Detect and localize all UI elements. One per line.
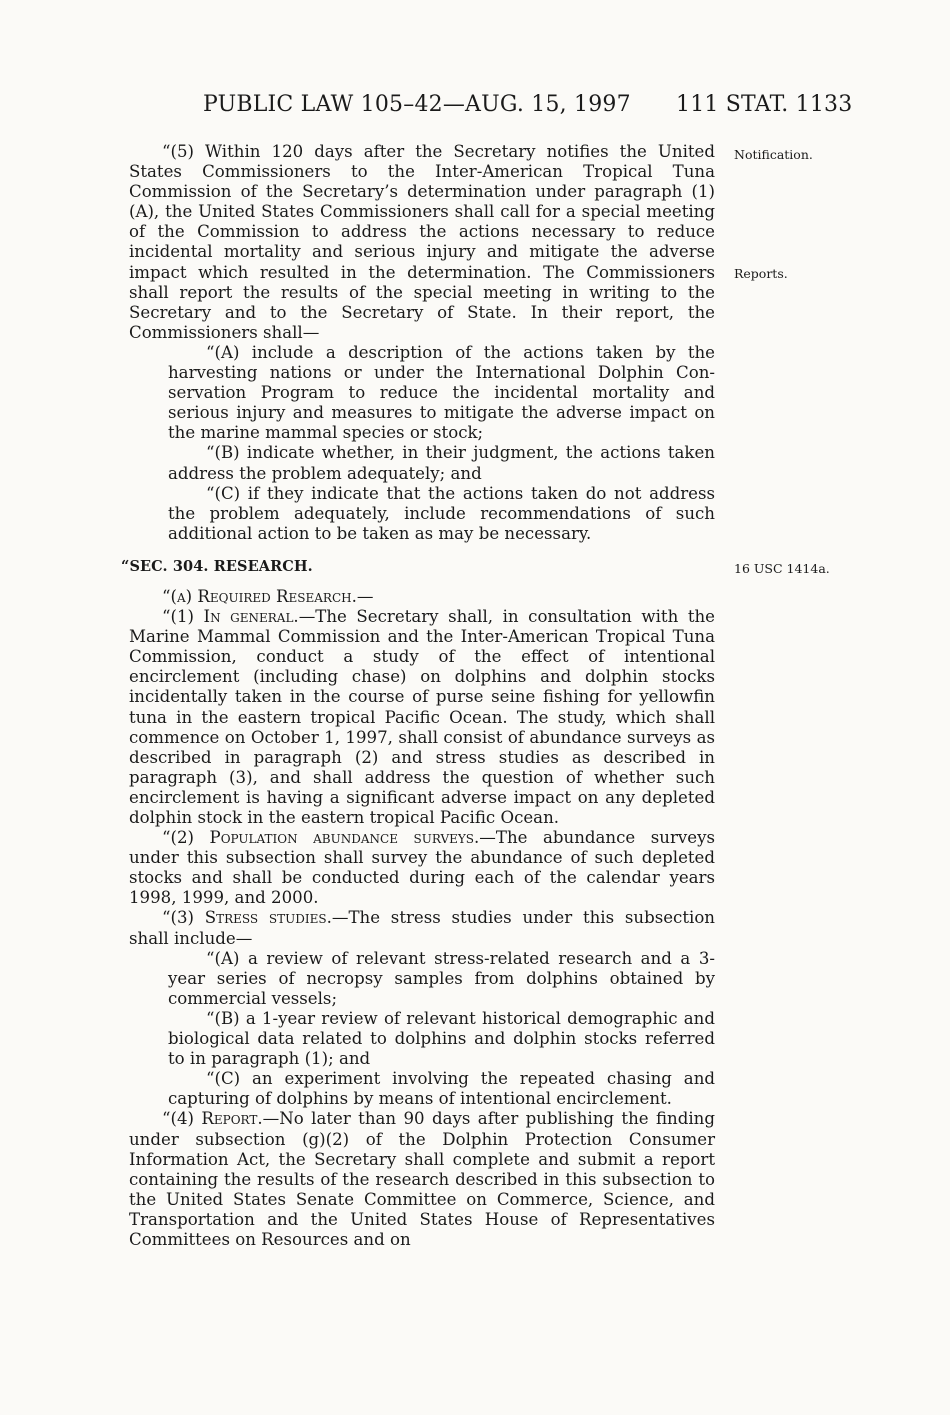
paragraph-3-c: “(C) an experiment involving the repeated chasing and capturing of dolphins by means of intentional encirclement. xyxy=(168,1069,715,1109)
paragraph-1-text: The Secretary shall, in consultation with the Marine Mammal Commission and the Inter-American Tropical Tuna Commission, conduct a study of the effect of intentional encirclement (including chase) on dolphins and dolphin stocks incidentally taken in the course of purse seine fishing for yellowfin tuna in the eastern tropical Pacific Ocean. The study, which shall commence on October 1, 1997, shall consist of abundance surveys as described in paragraph (2) and stress studies as described in paragraph (3), and shall address the question of whether such encirclement is having a significant adverse impact on any depleted dolphin stock in the eastern tropical Pacific Ocean. xyxy=(129,607,715,827)
paragraph-5: “(5) Within 120 days after the Secretary notifies the United States Commissioners to the Inter-American Tropical Tuna Commission of the Secretary’s determination under paragraph (1)(A), the United States Commissioners shall call for a special meeting of the Commission to address the actions necessary to reduce incidental mortality and serious injury and mitigate the adverse impact which resulted in the determination. The Commissioners shall report the results of the special meeting in writing to the Secretary and to the Secretary of State. In their report, the Commissioners shall— xyxy=(129,142,715,342)
paragraph-2-text: The abundance surveys under this subsection shall survey the abundance of such depleted stocks and shall be conducted during each of the calendar years 1998, 1999, and 2000. xyxy=(129,828,715,908)
paragraph-3 xyxy=(129,908,715,948)
page-header xyxy=(0,92,950,122)
paragraph-4 xyxy=(129,1109,715,1250)
law-citation: PUBLIC LAW 105–42—AUG. 15, 1997 xyxy=(203,92,631,117)
paragraph-2-label: “(2) Population abundance surveys.— xyxy=(162,828,496,848)
section-heading: “SEC. 304. RESEARCH. xyxy=(121,557,313,575)
margin-note-notification: Notification. xyxy=(734,147,813,162)
paragraph-3-text: The stress studies under this subsection shall include— xyxy=(129,908,715,948)
paragraph-3-label: “(3) Stress studies.— xyxy=(162,908,349,928)
margin-note-usc: 16 USC 1414a. xyxy=(734,561,830,576)
subsection-a-heading xyxy=(129,587,715,607)
paragraph-4-text: No later than 90 days after publishing the finding under subsection (g)(2) of the Dolphin Protection Consumer Information Act, the Secretary shall complete and submit a report containing the results of the research described in this subsection to the United States Senate Committee on Commerce, Science, and Transportation and the United States House of Representatives Committees on Resources and on xyxy=(129,1109,715,1249)
subsection-a-label: “(a) Required Research.— xyxy=(162,586,374,606)
paragraph-1 xyxy=(129,607,715,828)
document-body xyxy=(121,142,715,1250)
margin-note-reports: Reports. xyxy=(734,266,788,281)
paragraph-4-label: “(4) Report.— xyxy=(162,1109,280,1129)
paragraph-2 xyxy=(129,828,715,908)
paragraph-1-label: “(1) In general.— xyxy=(162,607,316,627)
subparagraph-b: “(B) indicate whether, in their judgment, the actions taken address the problem adequately; and xyxy=(168,443,715,483)
paragraph-3-b: “(B) a 1-year review of relevant historical demographic and biological data related to dolphins and dolphin stocks referred to in paragraph (1); and xyxy=(168,1008,715,1069)
statute-page: 111 STAT. 1133 xyxy=(676,92,853,117)
paragraph-3-a: “(A) a review of relevant stress-related research and a 3-year series of necropsy samples from dolphins obtained by commercial vessels; xyxy=(168,948,715,1008)
subparagraph-c: “(C) if they indicate that the actions taken do not address the problem adequately, include recommendations of such additional action to be taken as may be necessary. xyxy=(168,483,715,543)
subparagraph-a: “(A) include a description of the actions taken by the harvesting nations or under the International Dolphin Conservation Program to reduce the incidental mortality and serious injury and measures to mitigate the adverse impact on the marine mammal species or stock; xyxy=(168,342,715,443)
